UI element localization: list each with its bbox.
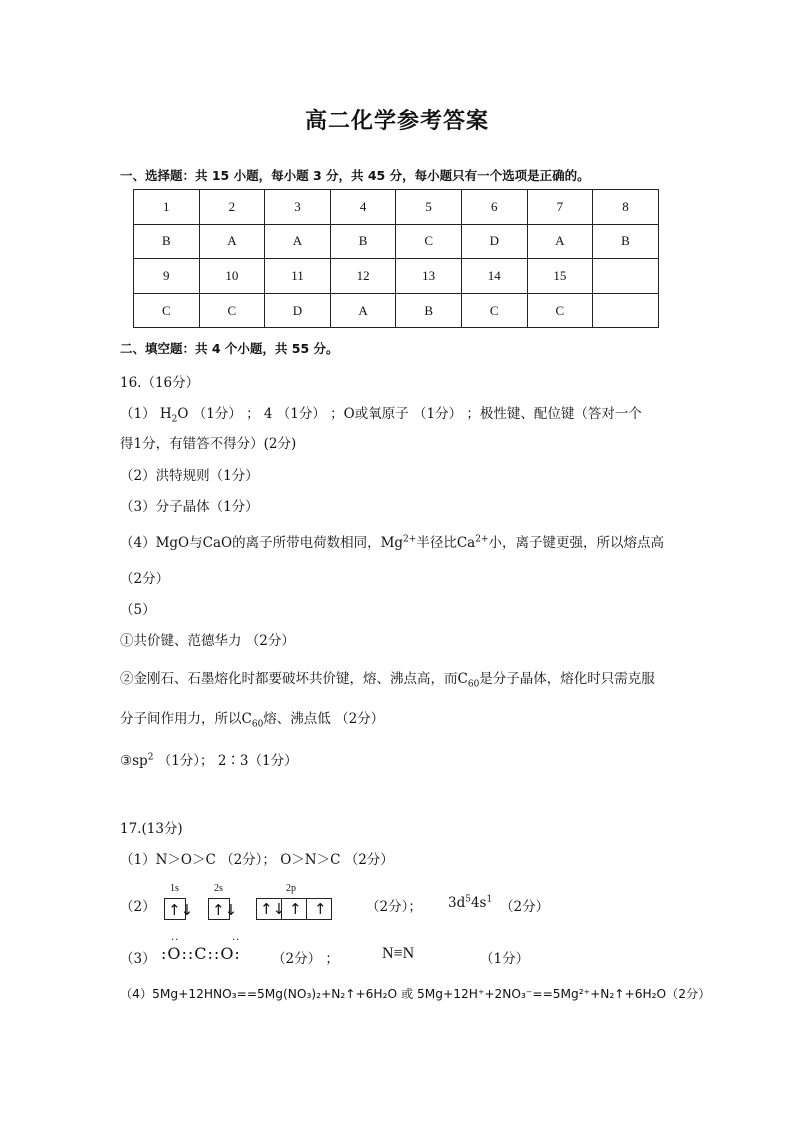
table-cell: C: [461, 293, 527, 328]
table-cell: 2: [199, 190, 265, 225]
orbital-label-2p: 2p: [286, 883, 296, 894]
table-cell: B: [134, 224, 200, 259]
table-cell: A: [527, 224, 593, 259]
q16-part5-2-line1: [120, 667, 655, 690]
subscript: 2: [171, 414, 178, 425]
table-cell: 3: [265, 190, 331, 225]
table-cell: D: [461, 224, 527, 259]
q16-part5-2-text-c: 分子间作用力，所以C: [120, 711, 252, 727]
q16-part5: （5）: [120, 602, 156, 618]
n2-structure: N≡N: [382, 945, 415, 962]
table-cell: C: [527, 293, 593, 328]
up-down-arrow-icon: ↑↓: [168, 901, 194, 919]
q16-part4-line1: [120, 531, 664, 551]
q17-part3-score-b: （1分）: [480, 951, 530, 967]
superscript: 1: [486, 894, 493, 905]
table-cell: C: [199, 293, 265, 328]
q16-part1-text-b: O （1分） ； 4 （1分） ；O或氧原子 （1分） ；极性键、配位键（答对一个: [177, 406, 642, 422]
up-arrow-icon: ↑: [289, 900, 302, 918]
section-2-heading: 二、填空题：共 4 个小题，共 55 分。: [120, 341, 339, 356]
up-arrow-icon: ↑: [314, 900, 327, 918]
table-cell: 14: [461, 259, 527, 294]
up-down-arrow-icon: ↑↓: [260, 900, 286, 918]
superscript: 2: [147, 752, 154, 763]
superscript: 5: [465, 894, 471, 905]
section-1-heading: 一、选择题：共 15 小题，每小题 3 分，共 45 分，每小题只有一个选项是正确的。: [120, 168, 590, 183]
table-cell: 12: [330, 259, 396, 294]
q16-part2: （2）洪特规则（1分）: [120, 468, 259, 484]
q16-part5-2-text-d: 熔、沸点低 （2分）: [263, 711, 385, 727]
table-row: [134, 293, 659, 328]
table-cell: A: [265, 224, 331, 259]
co2-lewis-structure: :O::C::O:: [161, 944, 241, 963]
q16-part4-text-c: 小，离子键更强，所以熔点高: [488, 535, 664, 551]
page-title: 高二化学参考答案: [304, 109, 489, 134]
config-text: 3d: [448, 895, 466, 911]
table-cell: A: [330, 293, 396, 328]
table-row: [134, 224, 659, 259]
table-cell: B: [396, 293, 462, 328]
q16-part5-3-text-a: ③sp: [120, 753, 148, 769]
table-cell: B: [593, 224, 659, 259]
q17-heading: 17.(13分): [120, 821, 183, 837]
table-cell: B: [330, 224, 396, 259]
q17-part1: （1）N＞O＞C （2分）； O＞N＞C （2分）: [120, 852, 394, 868]
table-row: [134, 259, 659, 294]
lone-pair-dots: ··: [171, 935, 180, 946]
table-cell: D: [265, 293, 331, 328]
table-cell: 13: [396, 259, 462, 294]
table-cell: 8: [593, 190, 659, 225]
table-cell: 5: [396, 190, 462, 225]
table-cell: [593, 293, 659, 328]
up-down-arrow-icon: ↑↓: [212, 901, 238, 919]
superscript: 2+: [403, 534, 417, 545]
lone-pair-dots: ··: [232, 935, 241, 946]
q17-part2-score-b: （2分）: [500, 899, 550, 915]
q17-part3-label: （3）: [120, 951, 156, 967]
q17-part4: （4）5Mg+12HNO₃==5Mg(NO₃)₂+N₂↑+6H₂O 或 5Mg+12H⁺+2NO₃⁻==5Mg²⁺+N₂↑+6H₂O（2分）: [120, 987, 711, 1001]
q16-part5-1: ①共价键、范德华力 （2分）: [120, 633, 295, 649]
orbital-box: [208, 898, 238, 920]
q16-part5-3-text-b: （1分）； 2∶3（1分）: [153, 753, 298, 769]
table-cell: 6: [461, 190, 527, 225]
table-cell: 15: [527, 259, 593, 294]
orbital-box: [164, 898, 194, 920]
table-cell: 11: [265, 259, 331, 294]
q16-part5-2-text-a: ②金刚石、石墨熔化时都要破坏共价键，熔、沸点高，而C: [120, 671, 468, 687]
q17-part2-config: [448, 895, 492, 911]
q16-part3: （3）分子晶体（1分）: [120, 499, 259, 515]
table-cell: C: [134, 293, 200, 328]
table-cell: 9: [134, 259, 200, 294]
config-text: 4s: [470, 895, 487, 911]
table-cell: 4: [330, 190, 396, 225]
subscript: 60: [467, 679, 480, 690]
table-cell: C: [396, 224, 462, 259]
table-cell: 1: [134, 190, 200, 225]
answer-table: [133, 189, 659, 328]
orbital-label-1s: 1s: [170, 883, 179, 894]
q16-part4-line2: （2分）: [120, 571, 170, 587]
q16-heading: 16.（16分）: [120, 375, 200, 391]
q16-part5-2-line2: [120, 707, 385, 730]
table-cell: 10: [199, 259, 265, 294]
q16-part5-2-text-b: 是分子晶体，熔化时只需克服: [479, 671, 655, 687]
table-cell: A: [199, 224, 265, 259]
table-row: [134, 190, 659, 225]
q16-part1-text-a: （1） H: [120, 406, 172, 422]
superscript: 2+: [475, 534, 489, 545]
q17-part2-label: （2）: [120, 899, 156, 915]
q16-part4-text-b: 半径比Ca: [416, 535, 476, 551]
q16-part4-text-a: （4）MgO与CaO的离子所带电荷数相同，Mg: [120, 535, 404, 551]
q16-part1-line2: 得1分，有错答不得分）(2分): [120, 436, 297, 452]
q16-part5-3: [120, 749, 298, 769]
table-cell: [593, 259, 659, 294]
table-cell: 7: [527, 190, 593, 225]
q16-part1-line1: [120, 402, 642, 425]
subscript: 60: [251, 719, 264, 730]
orbital-label-2s: 2s: [214, 883, 223, 894]
q17-part2-score-a: （2分）；: [366, 899, 422, 915]
q17-part3-score-a: （2分） ；: [272, 951, 339, 967]
